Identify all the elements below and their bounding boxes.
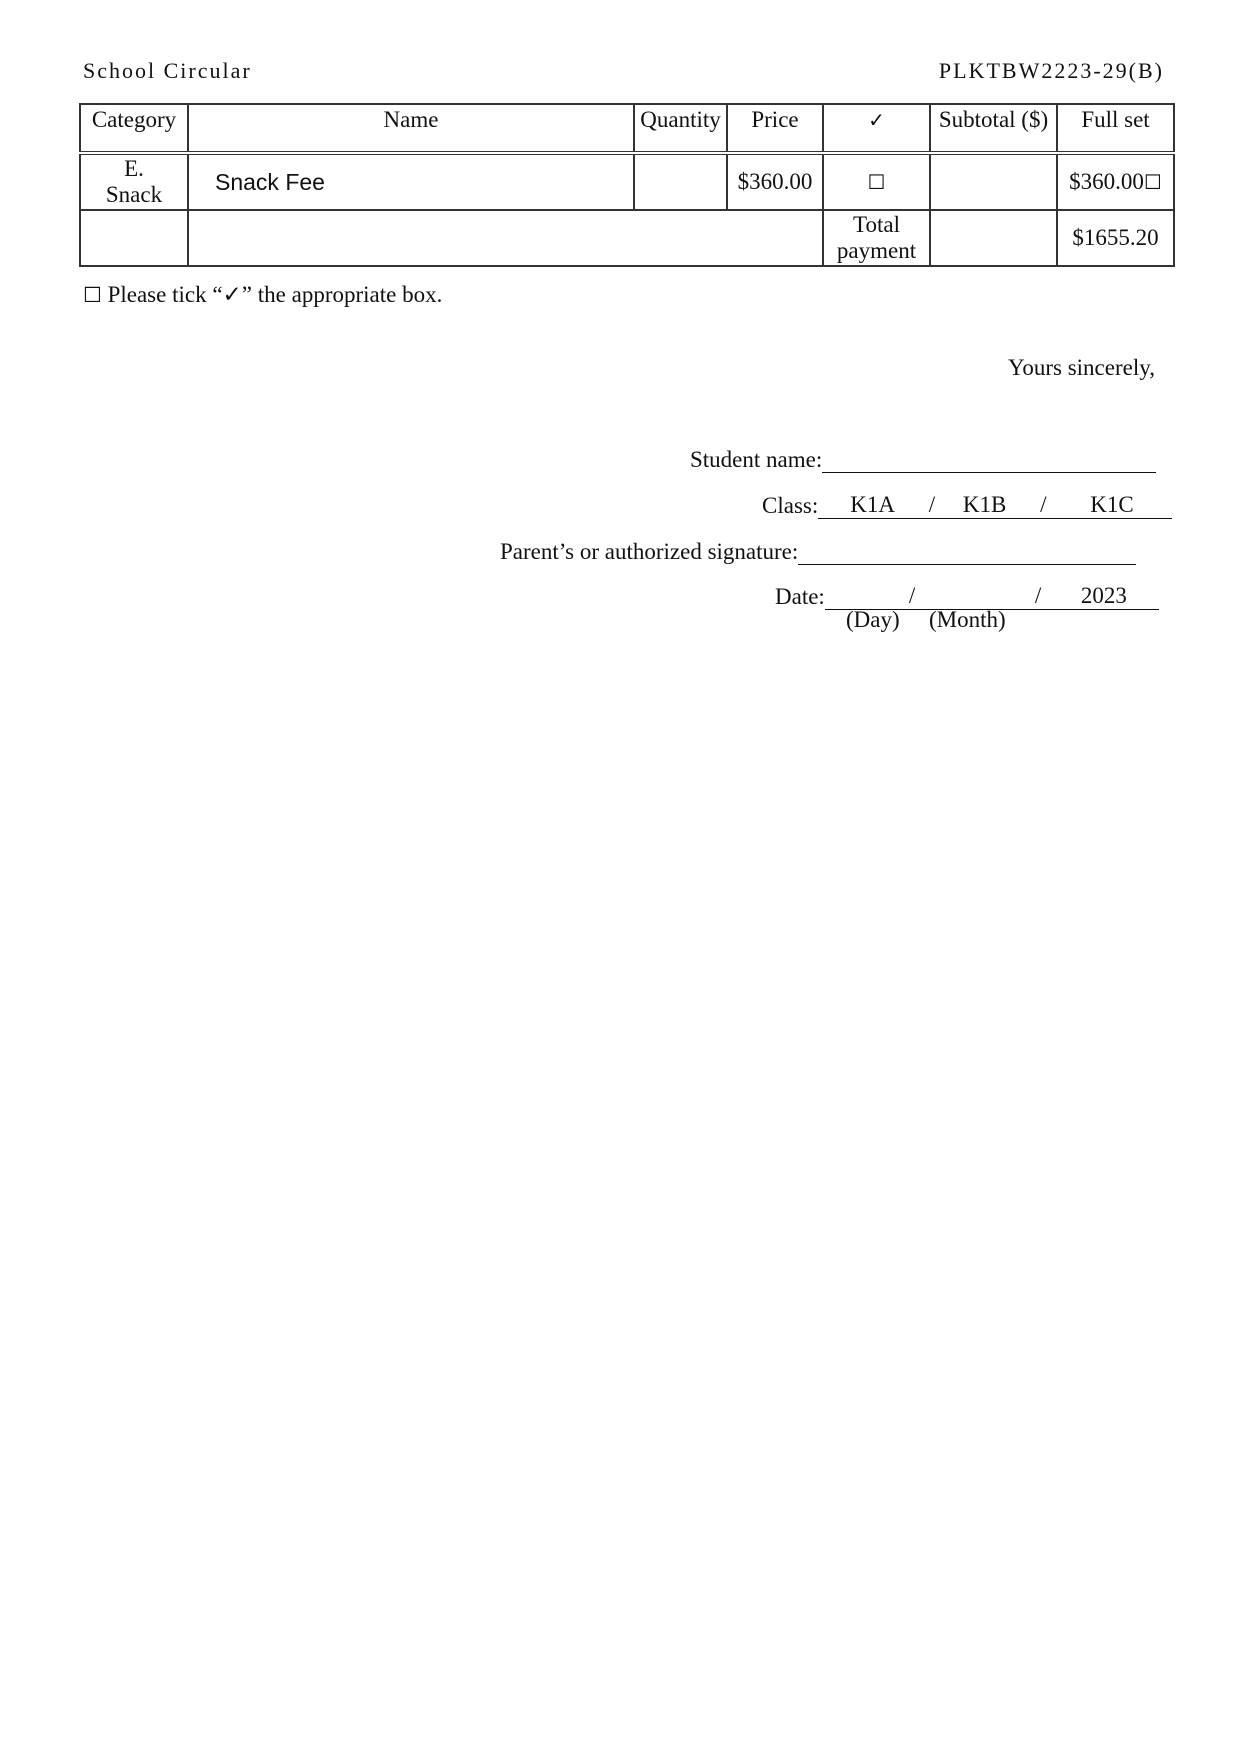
column-header-tick	[823, 104, 930, 153]
closing-text: Yours sincerely,	[1008, 355, 1155, 380]
total-row	[80, 210, 1174, 266]
tick-instruction-text: Please tick “✓” the appropriate box.	[107, 282, 443, 307]
column-header-subtotal: Subtotal ($)	[930, 104, 1057, 153]
column-header-name: Name	[188, 104, 634, 153]
column-header-price: Price	[727, 104, 823, 153]
table-header-row	[80, 104, 1174, 153]
subtotal-cell[interactable]	[930, 153, 1057, 210]
category-letter: E.	[124, 156, 144, 181]
total-label-line2: payment	[836, 238, 917, 263]
class-separator: /	[1040, 492, 1047, 517]
tick-instruction	[83, 282, 442, 308]
class-option-k1a[interactable]: K1A	[850, 492, 895, 517]
checkbox-icon[interactable]: ☐	[867, 170, 886, 194]
student-name-field[interactable]	[822, 446, 1156, 473]
full-set-cell	[1057, 153, 1174, 210]
date-month-hint: (Month)	[929, 607, 1006, 632]
date-separator: /	[908, 583, 916, 608]
total-amount: $1655.20	[1057, 210, 1174, 266]
total-label-cell	[823, 210, 930, 266]
circular-title: School Circular	[83, 58, 252, 83]
price-cell: $360.00	[727, 153, 823, 210]
column-header-category: Category	[80, 104, 188, 153]
column-header-quantity: Quantity	[634, 104, 727, 153]
total-label-line1: Total	[853, 212, 900, 237]
signature-row	[500, 538, 1136, 565]
total-subtotal-cell[interactable]	[930, 210, 1057, 266]
total-blank-cell	[80, 210, 188, 266]
column-header-full-set: Full set	[1057, 104, 1174, 153]
tick-cell	[823, 153, 930, 210]
signature-label: Parent’s or authorized signature:	[500, 539, 799, 564]
date-year: 2023	[1080, 583, 1127, 608]
class-row	[762, 492, 1172, 519]
class-option-k1b[interactable]: K1B	[962, 492, 1007, 517]
class-options[interactable]	[818, 492, 1171, 519]
full-set-price: $360.00	[1069, 169, 1144, 194]
class-separator: /	[928, 492, 936, 517]
student-name-row	[690, 446, 1156, 473]
class-option-k1c[interactable]: K1C	[1090, 492, 1134, 517]
date-label: Date:	[775, 584, 825, 609]
checkbox-icon: ☐	[83, 283, 102, 307]
full-set-checkbox-icon[interactable]: ☐	[1143, 170, 1162, 194]
class-label: Class:	[762, 493, 819, 518]
date-day-hint: (Day)	[846, 607, 900, 632]
date-separator: /	[1034, 583, 1042, 608]
checkmark-icon: ✓	[868, 108, 885, 132]
total-blank-span-cell	[188, 210, 823, 266]
date-field[interactable]	[825, 583, 1159, 610]
category-cell	[80, 153, 188, 210]
fee-table	[79, 103, 1175, 267]
item-name: Snack Fee	[188, 153, 634, 210]
category-name: Snack	[105, 182, 163, 207]
student-name-label: Student name:	[690, 447, 823, 472]
table-row	[80, 153, 1174, 210]
signature-field[interactable]	[798, 538, 1136, 565]
date-row	[775, 583, 1159, 610]
circular-reference-number: PLKTBW2223-29(B)	[938, 58, 1164, 83]
quantity-cell[interactable]	[634, 153, 727, 210]
